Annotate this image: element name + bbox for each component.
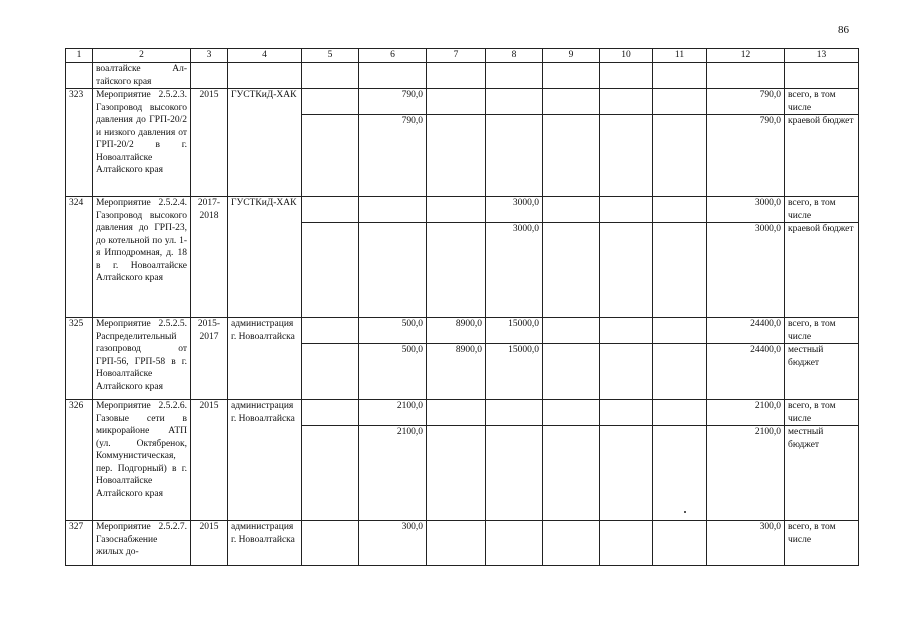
cell (543, 400, 600, 426)
cell (302, 89, 359, 115)
cell-source: всего, в том числе (785, 400, 859, 426)
col-header: 3 (191, 49, 228, 63)
cell-value: 3000,0 (486, 197, 543, 223)
cell-value: 24400,0 (707, 344, 785, 400)
cell-number: 326 (66, 400, 93, 521)
cell (302, 63, 359, 89)
cell-description: Мероприятие 2.5.2.6. Газовые сети в микрорайоне АТП (ул. Октябренок, Коммунистическая, пер. Подгорный) в г. Новоалтайске Алтайского края (93, 400, 191, 521)
cell (600, 400, 653, 426)
cell-source: местный бюджет (785, 426, 859, 521)
cell-source: местный бюджет (785, 344, 859, 400)
cell (543, 197, 600, 223)
cell-value (427, 115, 486, 197)
cell-value: 2100,0 (707, 400, 785, 426)
cell (600, 89, 653, 115)
cell (600, 223, 653, 318)
cell (302, 426, 359, 521)
cell-number: 323 (66, 89, 93, 197)
cell (653, 521, 707, 566)
cell-executor: ГУСТКиД-ХАК (228, 89, 302, 197)
cell-value (427, 400, 486, 426)
cell-executor: администрация г. Новоалтайска (228, 400, 302, 521)
col-header: 12 (707, 49, 785, 63)
col-header: 4 (228, 49, 302, 63)
cell (543, 63, 600, 89)
cell (543, 115, 600, 197)
col-header: 5 (302, 49, 359, 63)
cell-year: 2015 (191, 89, 228, 197)
cell-source: всего, в том числе (785, 521, 859, 566)
cell (600, 63, 653, 89)
cell (653, 89, 707, 115)
cell-value (427, 426, 486, 521)
cell-source: всего, в том числе (785, 318, 859, 344)
cell-value: 8900,0 (427, 318, 486, 344)
table-row-continuation (66, 63, 859, 89)
table-row (66, 400, 859, 426)
col-header: 2 (93, 49, 191, 63)
cell-value: 2100,0 (707, 426, 785, 521)
scan-speck (684, 511, 686, 513)
col-header: 1 (66, 49, 93, 63)
cell-value (427, 197, 486, 223)
cell (302, 400, 359, 426)
cell-executor: администрация г. Новоалтайска (228, 318, 302, 400)
cell-value (427, 521, 486, 566)
cell-value (486, 426, 543, 521)
cell-year: 2015-2017 (191, 318, 228, 400)
cell (486, 63, 543, 89)
cell (600, 521, 653, 566)
cell (66, 63, 93, 89)
cell-value: 500,0 (359, 344, 427, 400)
cell (785, 63, 859, 89)
cell (600, 344, 653, 400)
cell-description: Мероприятие 2.5.2.5. Распределительный газопровод от ГРП-56, ГРП-58 в г. Новоалтайске Алтайского края (93, 318, 191, 400)
cell (600, 115, 653, 197)
cell-value: 790,0 (359, 89, 427, 115)
cell-source: краевой бюджет (785, 223, 859, 318)
col-header: 11 (653, 49, 707, 63)
header-row (66, 49, 859, 63)
cell-number: 324 (66, 197, 93, 318)
cell (302, 318, 359, 344)
cell-value (359, 223, 427, 318)
cell-executor: ГУСТКиД-ХАК (228, 197, 302, 318)
cell (543, 89, 600, 115)
cell-value: 300,0 (707, 521, 785, 566)
col-header: 13 (785, 49, 859, 63)
cell (600, 318, 653, 344)
table-row (66, 89, 859, 115)
cell (653, 197, 707, 223)
cell-source: всего, в том числе (785, 197, 859, 223)
cell (302, 223, 359, 318)
cell (653, 223, 707, 318)
cell-value: 3000,0 (486, 223, 543, 318)
table-row (66, 318, 859, 344)
col-header: 7 (427, 49, 486, 63)
cell (191, 63, 228, 89)
cell (302, 344, 359, 400)
cell (302, 115, 359, 197)
cell-value: 790,0 (707, 115, 785, 197)
cell (707, 63, 785, 89)
cell (543, 426, 600, 521)
cell-value: 3000,0 (707, 223, 785, 318)
cell-value: 15000,0 (486, 318, 543, 344)
table-row (66, 197, 859, 223)
cell (653, 426, 707, 521)
cell-value: 2100,0 (359, 400, 427, 426)
cell-year: 2017-2018 (191, 197, 228, 318)
program-table (65, 48, 859, 566)
cell-description: воалтайске Ал-тайского края (93, 63, 191, 89)
cell-value (486, 89, 543, 115)
cell-value: 15000,0 (486, 344, 543, 400)
cell (228, 63, 302, 89)
cell (427, 63, 486, 89)
cell (302, 197, 359, 223)
table-row (66, 521, 859, 566)
cell-value (486, 115, 543, 197)
cell (543, 318, 600, 344)
cell (653, 115, 707, 197)
col-header: 6 (359, 49, 427, 63)
cell (653, 344, 707, 400)
cell-value (486, 521, 543, 566)
cell (653, 400, 707, 426)
cell-value: 300,0 (359, 521, 427, 566)
cell-value: 8900,0 (427, 344, 486, 400)
cell (653, 63, 707, 89)
cell (543, 223, 600, 318)
cell-description: Мероприятие 2.5.2.4. Газопровод высокого давления до ГРП-23, до котельной по ул. 1-я Ипподромная, д. 18 в г. Новоалтайске Алтайского края (93, 197, 191, 318)
cell-number: 327 (66, 521, 93, 566)
cell-value (427, 223, 486, 318)
cell (543, 344, 600, 400)
cell-value: 500,0 (359, 318, 427, 344)
cell-value: 3000,0 (707, 197, 785, 223)
cell-description: Мероприятие 2.5.2.7. Газоснабжение жилых до- (93, 521, 191, 566)
cell-description: Мероприятие 2.5.2.3. Газопровод высокого давления до ГРП-20/2 и низкого давления от ГРП-20/2 в г. Новоалтайске Алтайского края (93, 89, 191, 197)
col-header: 10 (600, 49, 653, 63)
cell-value (427, 89, 486, 115)
cell-value: 790,0 (359, 115, 427, 197)
cell (600, 197, 653, 223)
cell-executor: администрация г. Новоалтайска (228, 521, 302, 566)
col-header: 9 (543, 49, 600, 63)
cell-value (486, 400, 543, 426)
col-header: 8 (486, 49, 543, 63)
cell-source: краевой бюджет (785, 115, 859, 197)
cell (653, 318, 707, 344)
cell-value: 790,0 (707, 89, 785, 115)
cell-number: 325 (66, 318, 93, 400)
cell-value: 24400,0 (707, 318, 785, 344)
cell-value: 2100,0 (359, 426, 427, 521)
cell-year: 2015 (191, 521, 228, 566)
cell (359, 63, 427, 89)
cell (302, 521, 359, 566)
page-number: 86 (838, 24, 849, 36)
cell (600, 426, 653, 521)
cell (543, 521, 600, 566)
cell-source: всего, в том числе (785, 89, 859, 115)
cell-value (359, 197, 427, 223)
cell-year: 2015 (191, 400, 228, 521)
